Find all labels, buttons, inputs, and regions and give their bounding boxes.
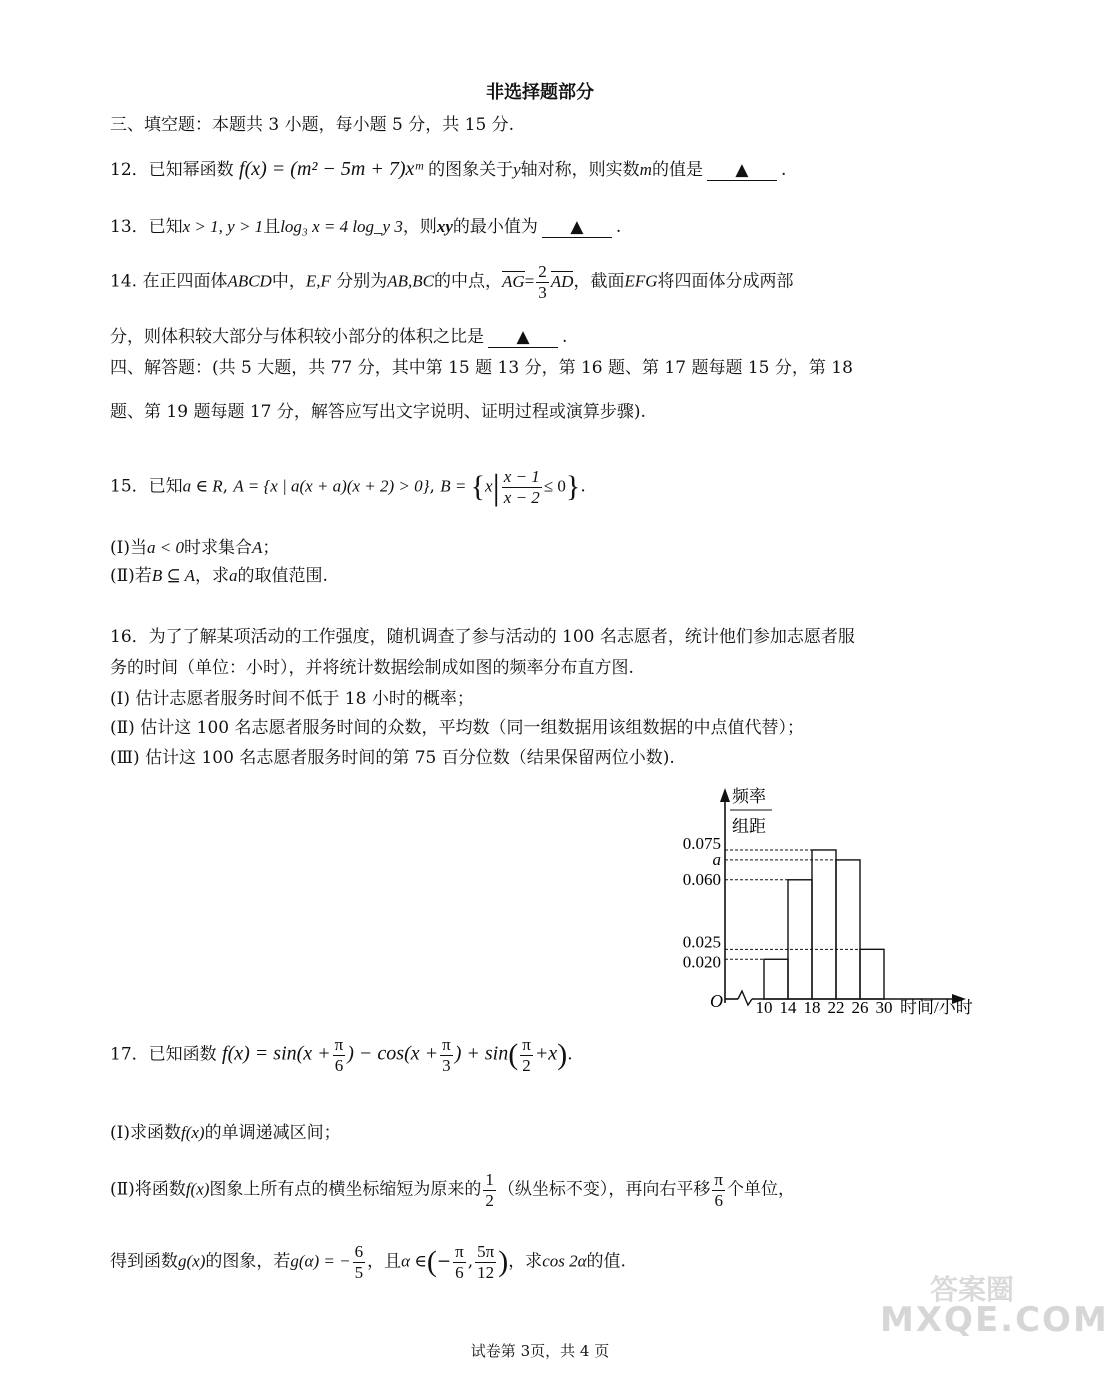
q12-var-m: m (639, 160, 652, 179)
q13-text-4: 的最小值为 (452, 217, 538, 237)
q16-part-2: (Ⅱ) 估计这 100 名志愿者服务时间的众数，平均数（同一组数据用该组数据的中点值代替）； (110, 718, 804, 738)
q17-line3-text: 得到函数 (110, 1251, 178, 1272)
q14-text-2: 中， (271, 271, 306, 292)
q15-part1-end: ； (262, 538, 280, 558)
question-14-line-1 (110, 262, 794, 302)
q14-equals: = (524, 271, 535, 291)
origin-label: O (710, 991, 723, 1011)
x-tick-label: 18 (803, 998, 821, 1017)
q14-points-ef: E,F (305, 271, 331, 291)
q17-frac-shift (712, 1170, 725, 1210)
q14-answer-blank[interactable]: ▲ (488, 327, 558, 348)
q17-g-den: 5 (354, 1262, 364, 1282)
histogram-bar (788, 880, 812, 999)
q17-alpha-in: α ∈ (401, 1251, 427, 1271)
q17-part2-f: f(x) (185, 1179, 210, 1199)
q17-frac-pi3 (440, 1035, 453, 1075)
question-14-line-2: 分，则体积较大部分与体积较小部分的体积之比是 ▲ . (110, 327, 568, 347)
q17-part-2 (110, 1170, 795, 1210)
q14-text: 在正四面体 (142, 271, 228, 292)
q17-shift-num: π (714, 1170, 724, 1189)
q15-part2-text: 若 (134, 566, 152, 586)
q15-frac-den: x − 2 (503, 487, 540, 507)
q13-condition: x > 1, y > 1 (182, 217, 264, 236)
histogram-bar (860, 949, 884, 999)
section4-header-line-1: 四、解答题：(共 5 大题，共 77 分，其中第 15 题 13 分，第 16 题、第 17 题每题 15 分，第 18 (110, 358, 853, 378)
q15-right-brace: } (565, 470, 581, 503)
q17-part-2-line-2: 得到函数g(x)的图象，若g(α) = − $\frac{6}{5}$ ，且α ∈(− $\frac{\pi}{6}$ , $\frac{5\pi}{12}$ )，求cos 2α的值. (110, 1242, 626, 1282)
q17-left-paren: ( (508, 1038, 519, 1072)
q14-text-5: ，截面 (573, 271, 625, 292)
q17-formula-4: +x (534, 1042, 558, 1065)
q17-frac2-num: π (442, 1035, 451, 1054)
q15-part1-a: A (251, 538, 263, 557)
q17-frac-half (483, 1170, 496, 1210)
q17-part1-text: 求函数 (129, 1123, 181, 1143)
question-13: 13．已知x > 1, y > 1且log₃ x = 4 log_y 3，则xy的最小值为 ▲ . (110, 217, 622, 237)
q17-frac3-num: π (522, 1035, 531, 1054)
q17-formula-2: ) − cos(x + (347, 1042, 439, 1065)
q17-frac1-den: 6 (334, 1055, 344, 1075)
q15-set-b-label: B = (440, 476, 471, 496)
y-tick-label: 0.025 (682, 932, 721, 952)
q12-answer-blank[interactable]: ▲ (707, 160, 777, 181)
q17-frac-pi2 (520, 1035, 533, 1075)
q15-part2-text-3: 的取值范围. (237, 566, 328, 586)
q15-frac-num: x − 1 (503, 466, 540, 486)
q14-vector-ad: AD (550, 271, 574, 291)
q12-formula: f(x) = (m² − 5m + 7)xᵐ (239, 158, 423, 180)
q14-section-efg: EFG (624, 271, 658, 291)
q14-vector-ag: AG (502, 271, 525, 291)
y-axis-arrow (720, 788, 730, 802)
page-footer: 试卷第 3页，共 4 页 (470, 1342, 610, 1360)
q17-frac1-num: π (334, 1035, 344, 1054)
q15-left-brace: { (470, 470, 486, 503)
q15-part2-text-2: ，求 (195, 566, 230, 586)
q15-fraction (502, 467, 542, 507)
q17-int-b-num: 5π (477, 1242, 495, 1261)
q13-var-xy: xy (436, 217, 453, 236)
q14-fraction (536, 262, 549, 302)
q17-part1-label: (Ⅰ) (110, 1123, 130, 1143)
q17-cos2a: cos 2α (542, 1251, 587, 1271)
q16-part-3: (Ⅲ) 估计这 100 名志愿者服务时间的第 75 百分位数（结果保留两位小数). (110, 748, 675, 768)
watermark-logo: 答案圈 (930, 1273, 1015, 1306)
q17-part1-f: f(x) (180, 1123, 205, 1142)
q15-text: 已知 (148, 476, 183, 497)
q13-answer-blank[interactable]: ▲ (542, 217, 612, 238)
q14-text-3: 分别为 (336, 271, 388, 292)
y-label-bottom: 组距 (732, 817, 766, 836)
q17-line3-text-4: ，求 (508, 1251, 543, 1272)
q12-text-4: 的值是 (651, 160, 703, 180)
q15-set-a: A = {x | a(x + a)(x + 2) > 0} (233, 476, 430, 496)
q17-part2-text-2: 图象上所有点的横坐标缩短为原来的 (209, 1179, 482, 1200)
q17-number: 17． (110, 1044, 149, 1065)
q17-frac-pi6 (333, 1035, 346, 1075)
section4-header-line-2: 题、第 19 题每题 17 分，解答应写出文字说明、证明过程或演算步骤). (110, 402, 646, 422)
q15-bar: | (492, 467, 500, 507)
histogram-layer (683, 787, 973, 1017)
q17-half-num: 1 (485, 1170, 494, 1189)
histogram-bar (836, 860, 860, 999)
q17-text: 已知函数 (148, 1044, 217, 1065)
q17-part2-text-4: 个单位， (727, 1179, 796, 1200)
q13-text-2: 且 (263, 217, 281, 237)
q17-g: g(x) (178, 1251, 206, 1271)
y-tick-label: 0.060 (682, 869, 721, 889)
q12-var-y: y (513, 160, 521, 179)
q14-tetrahedron: ABCD (227, 271, 272, 291)
q14-frac-num: 2 (538, 262, 547, 281)
q17-frac-6-5 (353, 1242, 366, 1282)
q15-part1-cond: a < 0 (146, 538, 184, 557)
q17-frac-int-b (475, 1242, 496, 1282)
q14-frac-den: 3 (538, 282, 547, 302)
q12-text: 已知幂函数 (148, 160, 234, 180)
watermark-text: MXQE.COM (880, 1300, 1109, 1340)
x-tick-label: 22 (827, 998, 845, 1017)
q15-part2-label: (Ⅱ) (110, 566, 135, 586)
q14-text-6: 将四面体分成两部 (657, 271, 794, 292)
q17-g-alpha: g(α) = − (290, 1251, 351, 1271)
frequency-histogram (660, 780, 1000, 1025)
q17-right-paren: ) (557, 1038, 568, 1072)
q17-line3-text-5: 的值. (586, 1251, 626, 1272)
q13-log-equation: log₃ x = 4 log_y 3 (280, 217, 403, 236)
page-title: 非选择题部分 (486, 82, 594, 103)
q17-int-a-den: 6 (455, 1262, 464, 1282)
q15-part-1 (110, 533, 279, 558)
q17-line3-text-3: ，且 (367, 1251, 402, 1272)
histogram-bar (812, 850, 836, 999)
q16-part-1: (Ⅰ) 估计志愿者服务时间不低于 18 小时的概率； (110, 689, 474, 709)
y-tick-label: a (712, 849, 721, 869)
x-tick-label: 26 (851, 998, 869, 1017)
q12-text-2: 的图象关于 (428, 160, 514, 180)
q15-part-2 (110, 561, 328, 586)
q14-number: 14. (110, 271, 138, 292)
q17-line3-text-2: 的图象，若 (205, 1251, 291, 1272)
q13-number: 13． (110, 217, 149, 237)
q17-end: . (567, 1044, 573, 1065)
q15-a-in-r: a ∈ R (182, 476, 223, 496)
x-tick-label: 14 (779, 998, 797, 1017)
q17-shift-den: 6 (714, 1190, 723, 1210)
q17-int-a-num: π (455, 1242, 464, 1261)
q16-line-2: 务的时间（单位：小时），并将统计数据绘制成如图的频率分布直方图. (110, 658, 634, 678)
q12-number: 12． (110, 160, 149, 180)
q14-edges: AB,BC (387, 271, 435, 291)
section3-header: 三、填空题：本题共 3 小题，每小题 5 分，共 15 分. (110, 115, 515, 135)
question-15: 15．已知a ∈ R, A = {x | a(x + a)(x + 2) > 0}, B = {x| $\frac{x - 1}{x - 2}$ ≤ 0}. (110, 466, 586, 507)
x-axis-label: 时间/小时 (900, 998, 973, 1017)
q13-text-3: ，则 (402, 217, 437, 237)
q17-part2-text-3: （纵坐标不变），再向右平移 (497, 1179, 711, 1200)
q17-formula-3: ) + sin (454, 1042, 509, 1065)
x-tick-label: 10 (755, 998, 773, 1017)
q16-line-1: 16．为了了解某项活动的工作强度，随机调查了参与活动的 100 名志愿者，统计他们参加志愿者服 (110, 627, 855, 647)
q15-set-b-x: x (485, 476, 493, 496)
q15-part1-text: 当 (129, 538, 147, 558)
q15-part1-text-2: 时求集合 (183, 538, 252, 558)
q17-part-1 (110, 1118, 341, 1143)
q14-text-7: 分，则体积较大部分与体积较小部分的体积之比是 (110, 327, 484, 347)
q13-text: 已知 (148, 217, 183, 237)
q14-text-4: 的中点， (434, 271, 503, 292)
q12-text-3: 轴对称，则实数 (520, 160, 640, 180)
q15-set-b-cond: ≤ 0 (543, 476, 566, 496)
x-tick-label: 30 (875, 998, 893, 1017)
q15-number: 15． (110, 476, 149, 497)
q17-part1-text-2: 的单调递减区间； (204, 1123, 341, 1143)
q15-part2-a: a (229, 566, 238, 585)
q17-part2-text: 将函数 (134, 1179, 186, 1200)
q15-part2-cond: B ⊆ A (151, 566, 196, 585)
q17-int-b-den: 12 (477, 1262, 495, 1282)
y-tick-label: 0.020 (682, 952, 721, 972)
question-12: 12．已知幂函数 f(x) = (m² − 5m + 7)xᵐ 的图象关于y轴对称，则实数m的值是 ▲ . (110, 158, 787, 180)
histogram-bar (764, 959, 788, 999)
question-17 (110, 1035, 573, 1075)
y-tick-label: 0.075 (682, 833, 721, 853)
q17-frac-int-a (453, 1242, 466, 1282)
q17-frac3-den: 2 (522, 1055, 531, 1075)
q17-half-den: 2 (485, 1190, 494, 1210)
q17-formula-1: f(x) = sin(x + (222, 1042, 331, 1065)
q17-part2-label: (Ⅱ) (110, 1179, 135, 1200)
q17-int-left-paren: ( (426, 1245, 437, 1279)
q17-frac2-den: 3 (442, 1055, 451, 1075)
axis-break (738, 991, 752, 1005)
q17-g-num: 6 (354, 1242, 364, 1261)
q15-part1-label: (Ⅰ) (110, 538, 130, 558)
y-label-top: 频率 (732, 787, 766, 806)
q17-int-right-paren: ) (498, 1245, 509, 1279)
